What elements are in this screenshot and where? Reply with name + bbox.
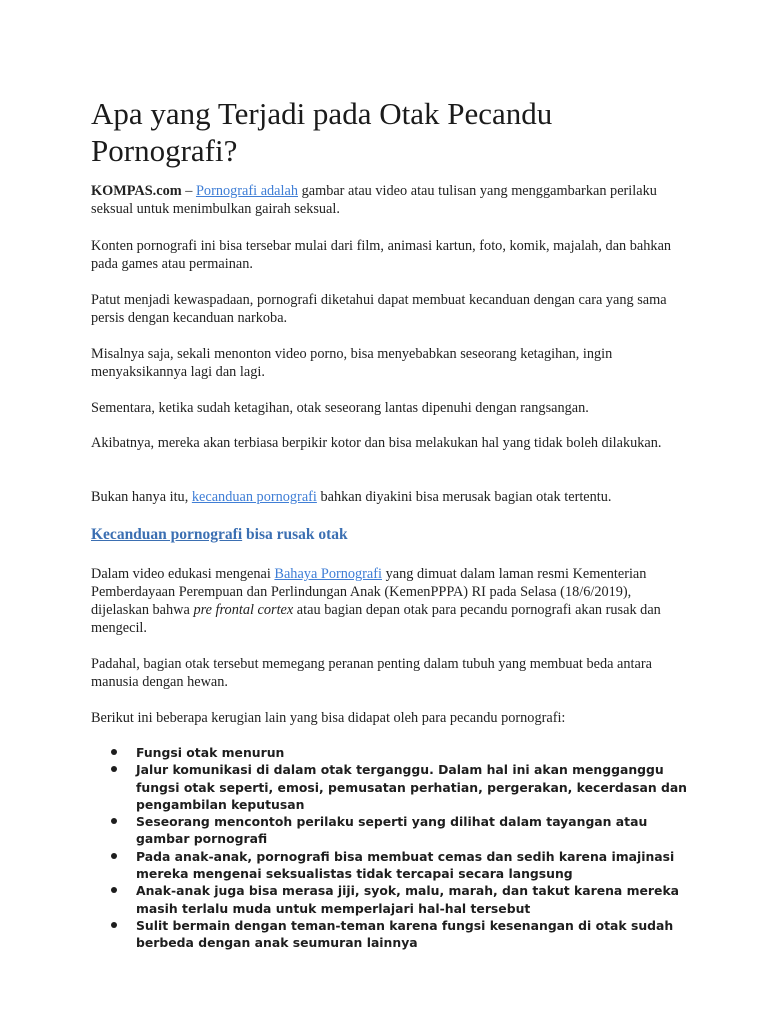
paragraph-text: bahkan diyakini bisa merusak bagian otak tertentu. — [316, 489, 612, 505]
list-item-text: Seseorang mencontoh perilaku seperti yang dilihat dalam tayangan atau gambar pornografi — [136, 814, 648, 847]
bullet-icon — [111, 749, 117, 755]
link-kecanduan-pornografi[interactable]: kecanduan pornografi — [191, 489, 317, 505]
paragraph-video — [91, 565, 691, 637]
link-bahaya-pornografi[interactable]: Bahaya Pornografi — [274, 566, 383, 582]
list-item-text: Anak-anak juga bisa merasa jiji, syok, malu, marah, dan takut karena mereka masih terlalu muda untuk memperlajari hal-hal tersebut — [136, 883, 680, 916]
paragraph: Akibatnya, mereka akan terbiasa berpikir kotor dan bisa melakukan hal yang tidak boleh dilakukan. — [91, 435, 662, 451]
link-heading-kecanduan[interactable]: Kecanduan pornografi — [91, 526, 243, 543]
paragraph: Patut menjadi kewaspadaan, pornografi diketahui dapat membuat kecanduan dengan cara yang sama persis dengan kecanduan narkoba. — [91, 292, 667, 326]
bullet-icon — [111, 818, 117, 824]
list-item — [91, 744, 691, 761]
bullet-list — [91, 744, 691, 952]
list-item-text: Jalur komunikasi di dalam otak terganggu. Dalam hal ini akan mengganggu fungsi otak seperti, emosi, pemusatan perhatian, pergerakan, kecerdasan dan pengambilan keputusan — [136, 762, 688, 812]
source-dash: – — [181, 183, 196, 199]
link-pornografi-adalah[interactable]: Pornografi adalah — [195, 183, 298, 199]
list-item-text: Pada anak-anak, pornografi bisa membuat cemas dan sedih karena imajinasi mereka mengenai seksualistas tidak tercapai secara langsung — [136, 848, 675, 882]
list-item — [91, 761, 691, 813]
paragraph-text: Bukan hanya itu, — [91, 489, 192, 505]
paragraph-text: atau bagian depan otak para pecandu pornografi akan rusak dan mengecil. — [91, 602, 661, 636]
list-item — [91, 813, 691, 848]
paragraph: Padahal, bagian otak tersebut memegang peranan penting dalam tubuh yang membuat beda antara manusia dengan hewan. — [91, 656, 652, 690]
paragraph-text: yang dimuat dalam laman resmi Kementerian Pemberdayaan Perempuan dan Perlindungan Anak (KemenPPPA) RI pada Selasa (18/6/2019), dijelaskan bahwa — [91, 566, 647, 618]
bullet-icon — [111, 887, 117, 893]
bullet-icon — [111, 766, 117, 772]
paragraph: Misalnya saja, sekali menonton video porno, bisa menyebabkan seseorang ketagihan, ingin menyaksikannya lagi dan lagi. — [91, 346, 613, 380]
paragraph-link — [91, 488, 691, 506]
heading-text: bisa rusak otak — [242, 526, 348, 543]
section-heading — [91, 525, 348, 545]
list-item-text: Fungsi otak menurun — [136, 745, 285, 760]
paragraph-text: gambar atau video atau tulisan yang menggambarkan perilaku seksual untuk menimbulkan gairah seksual. — [91, 183, 657, 217]
paragraph: Konten pornografi ini bisa tersebar mulai dari film, animasi kartun, foto, komik, majalah, dan bahkan pada games atau permainan. — [91, 238, 672, 272]
list-item — [91, 917, 691, 952]
list-item — [91, 848, 691, 883]
paragraph: Berikut ini beberapa kerugian lain yang bisa didapat oleh para pecandu pornografi: — [91, 710, 566, 726]
paragraph: Sementara, ketika sudah ketagihan, otak seseorang lantas dipenuhi dengan rangsangan. — [91, 400, 589, 416]
source-label: KOMPAS.com — [91, 183, 182, 199]
bullet-icon — [111, 922, 117, 928]
paragraph-text: Dalam video edukasi mengenai — [91, 566, 275, 582]
article-title: Apa yang Terjadi pada Otak Pecandu Pornografi? — [91, 96, 553, 168]
list-item — [91, 882, 691, 917]
list-item-text: Sulit bermain dengan teman-teman karena fungsi kesenangan di otak sudah berbeda dengan anak seumuran lainnya — [136, 917, 674, 951]
paragraph-intro — [91, 182, 691, 218]
italic-term: pre frontal cortex — [193, 602, 294, 618]
bullet-icon — [111, 853, 117, 859]
